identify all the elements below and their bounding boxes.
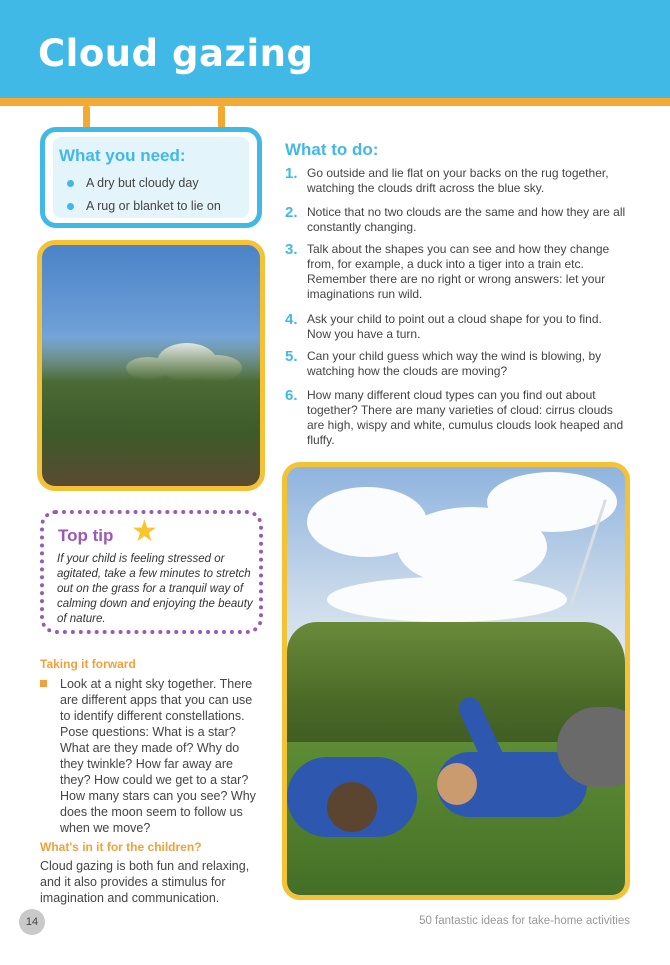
step-number: 2. [285, 204, 298, 221]
what-you-need-box [40, 127, 262, 228]
star-icon: ★ [131, 515, 158, 548]
step-text: Go outside and lie flat on your backs on the rug together, watching the clouds drift across the blue sky. [307, 166, 609, 195]
top-tip-text: If your child is feeling stressed or agitated, take a few minutes to stretch out on the grass for a tranquil way of calming down and enjoying the beauty of nature. [57, 553, 253, 625]
children-cloud-gazing-photo [282, 462, 630, 900]
step-text: How many different cloud types can you find out about together? There are many varieties of cloud: cirrus clouds are high, wispy and white, cumulus clouds look heaped and fluffy. [307, 388, 624, 447]
step-number: 6. [285, 387, 298, 404]
taking-forward-title: Taking it forward [40, 657, 136, 671]
top-tip-box [40, 510, 263, 634]
page-title: Cloud gazing [38, 32, 314, 75]
cloud-shape [327, 577, 567, 622]
step-number: 4. [285, 311, 298, 328]
sky-trees-photo [37, 240, 265, 491]
what-you-need-list [67, 175, 221, 221]
step-text: Talk about the shapes you can see and how they change from, for example, a duck into a tiger into a train etc. Remember there are no right or wrong answers: let your imaginations run wild. [307, 242, 610, 301]
trees-foliage [42, 337, 260, 486]
adult-figure [557, 707, 630, 787]
book-title-footer: 50 fantastic ideas for take-home activities [419, 915, 630, 927]
header-accent-strip [0, 98, 670, 106]
page-number: 14 [19, 909, 45, 935]
step-number: 1. [285, 165, 298, 182]
step-text: Notice that no two clouds are the same and how they are all constantly changing. [307, 205, 626, 234]
child-head [327, 782, 377, 832]
list-item: A rug or blanket to lie on [67, 198, 221, 221]
step-number: 3. [285, 241, 298, 258]
top-tip-title: Top tip [58, 526, 114, 545]
what-you-need-title: What you need: [59, 146, 186, 165]
child-head [437, 763, 477, 805]
step-number: 5. [285, 348, 298, 365]
step-text: Can your child guess which way the wind is blowing, by watching how the clouds are moving? [307, 349, 602, 378]
for-children-text: Cloud gazing is both fun and relaxing, and it also provides a stimulus for imagination and communication. [40, 859, 250, 905]
square-bullet-icon [40, 680, 47, 687]
taking-forward-text: Look at a night sky together. There are different apps that you can use to identify different constellations. Pose questions: What is a star? What are they made of? Why do they twinkle? How far away are they? How could we get to a star? How many stars can you see? Why does the moon seem to follow us when we move? [60, 677, 256, 835]
step-text: Ask your child to point out a cloud shape for you to find. Now you have a turn. [307, 312, 602, 341]
what-to-do-title: What to do: [285, 140, 379, 159]
list-item: A dry but cloudy day [67, 175, 221, 198]
for-children-title: What's in it for the children? [40, 840, 202, 854]
